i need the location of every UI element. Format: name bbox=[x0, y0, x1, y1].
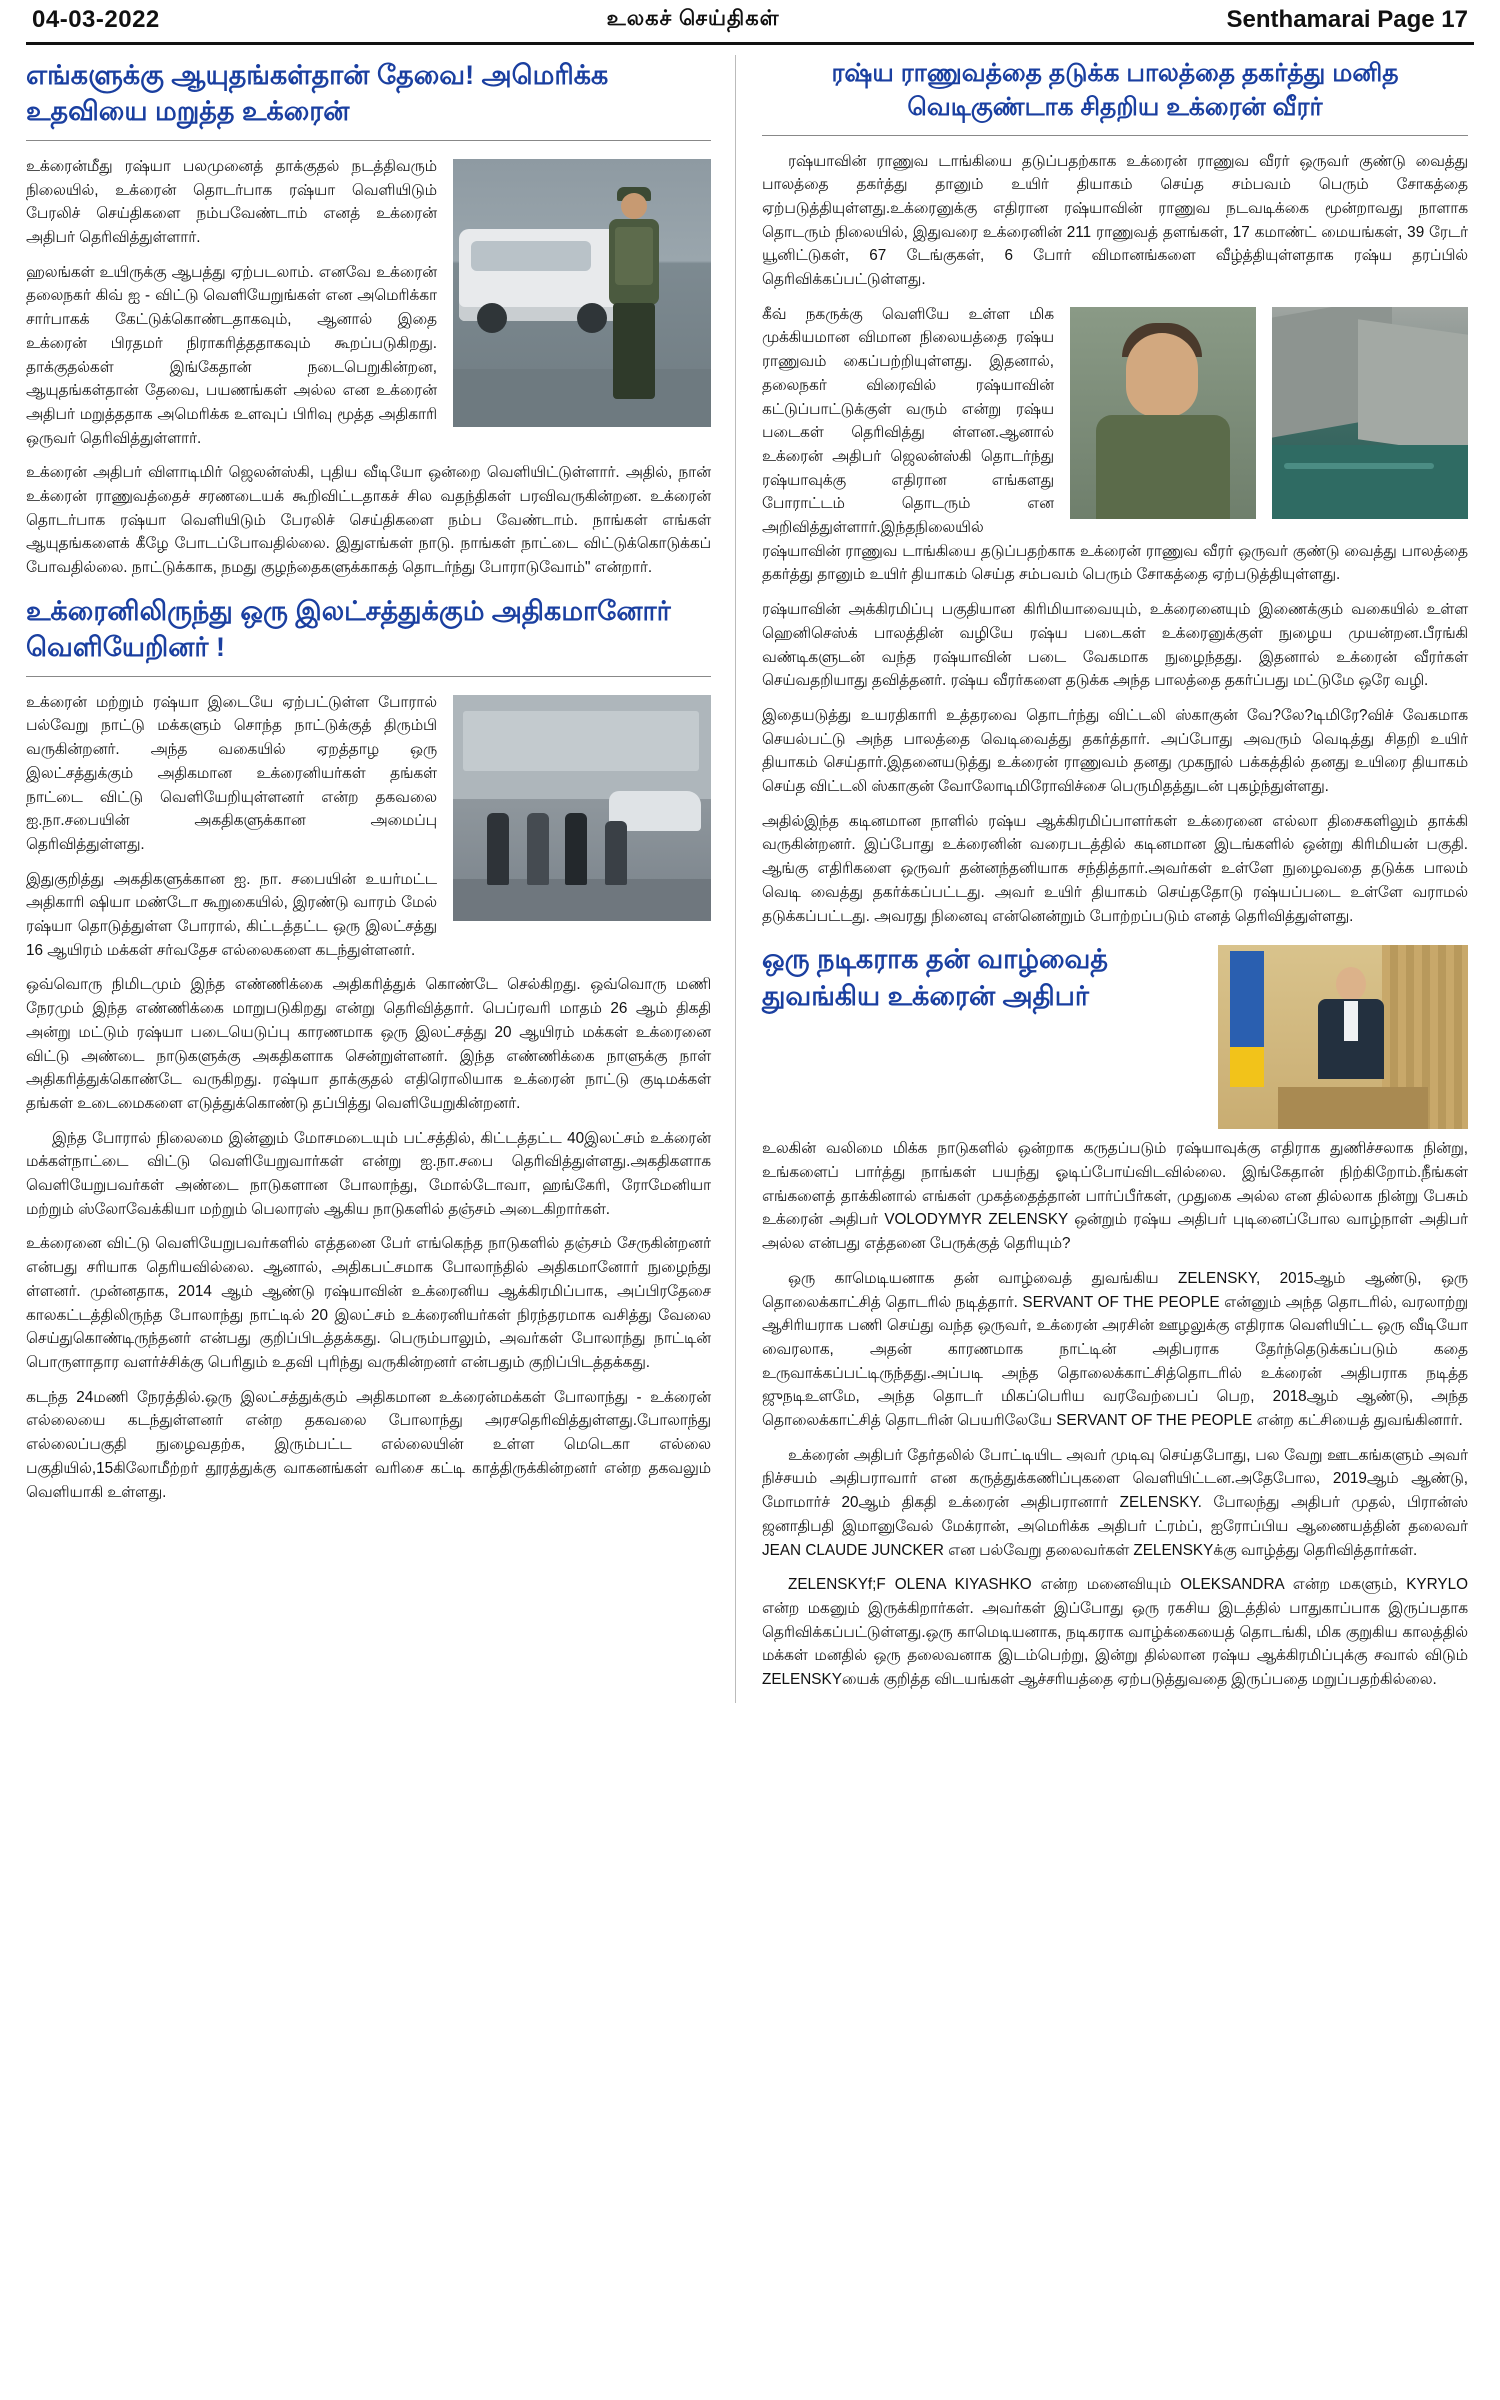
paragraph: உக்ரைன்மீது ரஷ்யா பலமுனைத் தாக்குதல் நடத்திவரும் நிலையில், உக்ரைன் தொடர்பாக ரஷ்யா வெளியிடும் பேரலிச் செய்திகளை நம்பவேண்டாம் எனத் உக்ரைன் அதிபர் தெரிவித்துள்ளார். bbox=[26, 157, 437, 246]
left-column bbox=[26, 55, 736, 1703]
right-article-2-body bbox=[762, 1137, 1468, 1691]
paragraph: உலகின் வலிமை மிக்க நாடுகளில் ஒன்றாக கருதப்படும் ரஷ்யாவுக்கு எதிராக துணிச்சலாக நின்று, உங்களைப் பார்த்து நாங்கள் பயந்து ஓடிப்போய்விடவில்லை. இங்கேதான் நிற்கிறோம்.நீங்கள் எங்களைத் தாக்கினால் எங்கள் முகத்தைத்தான் பார்ப்பீர்கள், முதுகை அல்ல என தில்லாக நின்று பேசும் உக்ரைன் அதிபர் VOLODYMYR ZELENSKY ஒன்றும் ரஷ்ய அதிபர் புடினைப்போல வாழ்நாள் அதிபர் அல்ல என்பது எத்தனை பேருக்குத் தெரியும்? bbox=[762, 1140, 1468, 1253]
paragraph: ஒவ்வொரு நிமிடமும் இந்த எண்ணிக்கை அதிகரித்துக் கொண்டே செல்கிறது. ஒவ்வொரு மணி நேரமும் இந்த எண்ணிக்கை மாறுபடுகிறது என்று தெரிவித்தார். பெப்ரவரி மாதம் 26 ஆம் திகதி அன்று மட்டும் ரஷ்யா படையெடுப்பு காரணமாக ஒரு இலட்சத்து 20 ஆயிரம் மக்கள் உக்ரைனை விட்டு அண்டை நாடுகளுக்கு அகதிகளாக சென்றுள்ளனர். இந்த எண்ணிக்கை நாளுக்கு நாள் அதிகரித்துக்கொண்டே வருகிறது. ரஷ்யா தாக்குதல் எதிரொலியாக உக்ரைன் நாட்டு குடிமக்கள் தங்கள் உடைமைகளை எடுத்துக்கொண்டு தப்பித்து வெளியேறுகின்றனர். bbox=[26, 976, 711, 1112]
paragraph: உக்ரைன் அதிபர் விளாடிமிர் ஜெலன்ஸ்கி, புதிய வீடியோ ஒன்றை வெளியிட்டுள்ளார். அதில், நான் உக்ரைன் ராணுவத்தைச் சரணடையக் கூறிவிட்டதாகச் சில வதந்திகள் பரவிவருகின்றன. உக்ரைன் தொடர்பாக ரஷ்யா வெளியிடும் பேரலிச் செய்திகளை நம்ப வேண்டாம். நாங்கள் எங்கள் ஆயுதங்களைக் கீழே போடப்போவதில்லை. இதுஎங்கள் நாடு. நாங்கள் நாட்டை விட்டுக்கொடுக்கப் போவதில்லை. நாட்டுக்காக, நமது குழந்தைகளுக்காகத் தொடர்ந்து போராடுவோம்" என்றார். bbox=[26, 464, 711, 577]
paragraph: ரஷ்யாவின் அக்கிரமிப்பு பகுதியான கிரிமியாவையும், உக்ரைனையும் இணைக்கும் வகையில் உள்ள ஹெனிசெஸ்க் பாலத்தின் வழியே ரஷ்ய படைகள் உக்ரைனுக்குள் நுழைய முயன்றன.பீரங்கி வண்டிகளுடன் வந்த ரஷ்யாவின் படை வேகமாக நுழைந்தது. இதனால் உக்ரைன் வீரர்கள் செய்வதறியாது தவித்தனர். ரஷ்ய வீரர்களை தடுக்க அந்த பாலத்தை தகர்ப்பது மட்டுமே ஒரே வழி. bbox=[762, 601, 1468, 690]
paragraph: ரஷ்யாவின் ராணுவ டாங்கியை தடுப்பதற்காக உக்ரைன் ராணுவ வீரர் ஒருவர் குண்டு வைத்து பாலத்தை தகர்த்து தானும் உயிர் தியாகம் செய்த சம்பவம் பெரும் சோகத்தை ஏற்படுத்தியுள்ளது.உக்ரைனுக்கு எதிரான ரஷ்யாவின் ராணுவ நடவடிக்கை மூன்றாவது நாளாக தொடரும் நிலையில், இதுவரை உக்ரைனின் 211 ராணுவத் தளங்கள், 17 கமாண்ட் மையங்கள், 39 ரேடர் யூனிட்டுகள், 67 டேங்குகள், 6 போர் விமானங்களை வீழ்த்தியுள்ளதாக ரஷ்ய தரப்பில் தெரிவிக்கப்பட்டுள்ளது. bbox=[762, 152, 1468, 289]
paragraph: உக்ரைனை விட்டு வெளியேறுபவர்களில் எத்தனை பேர் எங்கெந்த நாடுகளில் தஞ்சம் சேருகின்றனர் என்பது சரியாக தெரியவில்லை. ஆனால், அதிகபட்சமாக போலாந்தில் அதிகமானோர் நுழைந்து ள்ளனர். முன்னதாக, 2014 ஆம் ஆண்டு ரஷ்யாவின் உக்ரைனிய ஆக்கிரமிப்பாக, அப்பிரதேசை காலகட்டத்திலிருந்த போலாந்து நாட்டில் 20 இலட்சம் உக்ரைனியர்கள் நிரந்தரமாக வசித்து வேலை செய்துகொண்டிருந்தனர் என்பது குறிப்பிடத்தக்கது. பெரும்பாலும், அவர்கள் போலாந்து நாட்டின் பொருளாதார வளர்ச்சிக்கு பெரிதும் உதவி புரிந்து வருகின்றனர் என்பதும் குறிப்பிடத்தக்கது. bbox=[26, 1235, 711, 1371]
paragraph: உக்ரைன் அதிபர் தேர்தலில் போட்டியிட அவர் முடிவு செய்தபோது, பல வேறு ஊடகங்களும் அவர் நிச்சயம் அதிபராவார் என கருத்துக்கணிப்புகளை வெளியிட்டன.அதேபோல, 2019ஆம் ஆண்டு, மோமார்ச் 20ஆம் திகதி உக்ரைன் அதிபரானார் ZELENSKY. போலந்து அதிபர் முதல், பிரான்ஸ் ஜனாதிபதி இமானுவேல் மேக்ரான், அமெரிக்க அதிபர் ட்ரம்ப், ஐரோப்பிய ஆணையத்தின் தலைவர் JEAN CLAUDE JUNCKER என பல்வேறு தலைவர்கள் ZELENSKYக்கு வாழ்த்து தெரிவித்தார்கள். bbox=[762, 1446, 1468, 1559]
right-article-2-header bbox=[762, 941, 1468, 1137]
masthead-page-label: Senthamarai Page 17 bbox=[1226, 6, 1468, 33]
left-article-2-body bbox=[26, 691, 711, 1516]
paragraph: ஒரு காமெடியனாக தன் வாழ்வைத் துவங்கிய ZELENSKY, 2015ஆம் ஆண்டு, ஒரு தொலைக்காட்சித் தொடரில் நடித்தார். SERVANT OF THE PEOPLE என்னும் அந்த தொடரில், வரலாற்று ஆசிரியராக பணி செய்து வந்த ஒருவர், உக்ரைன் அரசின் ஊழலுக்கு எதிராக வெளியிட்ட ஒரு வீடியோ வைரலாக, அதன் காரணமாக நாட்டின் அதிபராக தேர்ந்தெடுக்கப்படும் கதை உருவாக்கப்பட்டிருந்தது.அப்படி அந்த தொலைக்காட்சித்தொடரில் உக்ரைன் அதிபராக நடித்த ஜுநடிஉளமே, அந்த தொடர் மிகப்பெரிய வரவேற்பைப் பெற, 2018ஆம் ஆண்டு, அந்த தொலைக்காட்சித் தொடரின் பெயரிலேயே SERVANT OF THE PEOPLE என்ற கட்சியைத் துவங்கினார். bbox=[762, 1269, 1468, 1430]
right-column bbox=[762, 55, 1468, 1703]
masthead-date: 04-03-2022 bbox=[32, 6, 160, 33]
paragraph: ZELENSKYf;F OLENA KIYASHKO என்ற மனைவியும் OLEKSANDRA என்ற மகளும், KYRYLO என்ற மகனும் இருக்கிறார்கள். அவர்கள் இப்போது ஒரு ரகசிய இடத்தில் பாதுகாப்பாக இருப்பதாக தெரிவிக்கப்பட்டுள்ளது.ஒரு காமெடியனாக, நடிகராக வாழ்க்கையைத் தொடங்கி, மிக குறுகிய காலத்தில் மக்கள் மனதில் ஒரு தலைவனாக இடம்பெற்று, இன்று தில்லான ரஷ்ய ஆக்கிரமிப்புக்கு சவால் விடும் ZELENSKYயைக் குறித்த விடயங்கள் ஆச்சரியத்தை ஏற்படுத்துவதை இருப்பதை மறுப்பதற்கில்லை. bbox=[762, 1576, 1468, 1689]
photo-street-people bbox=[453, 695, 711, 921]
left-article-1-headline: எங்களுக்கு ஆயுதங்கள்தான் தேவை! அமெரிக்க உதவியை மறுத்த உக்ரைன் bbox=[26, 57, 711, 141]
masthead bbox=[26, 0, 1474, 45]
left-article-2-headline: உக்ரைனிலிருந்து ஒரு இலட்சத்துக்கும் அதிகமானோர் வெளியேறினர் ! bbox=[26, 593, 711, 677]
paragraph: உக்ரைன் மற்றும் ரஷ்யா இடையே ஏற்பட்டுள்ள போரால் பல்வேறு நாட்டு மக்களும் சொந்த நாட்டுக்குத் திரும்பி வருகின்றனர். அந்த வகையில் ஏறத்தாழ ஒரு இலட்சத்துக்கும் அதிகமான உக்ரைனியர்கள் தங்கள் நாட்டை விட்டு வெளியேறியுள்ளனர் என்ற தகவலை ஐ.நா.சபையின் அகதிகளுக்கான அமைப்பு தெரிவித்துள்ளது. bbox=[26, 693, 437, 853]
right-article-1-headline: ரஷ்ய ராணுவத்தை தடுக்க பாலத்தை தகர்த்து மனித வெடிகுண்டாக சிதறிய உக்ரைன் வீரர் bbox=[762, 57, 1468, 136]
paragraph: இந்த போரால் நிலைமை இன்னும் மோசமடையும் பட்சத்தில், கிட்டத்தட்ட 40இலட்சம் உக்ரைன் மக்கள்நாட்டை விட்டு வெளியேறுவார்கள் என்று ஐ.நா.சபை தெரிவித்துள்ளது.அகதிகளாக வெளியேறுபவர்கள் அண்டை நாடுகளான போலாந்து, மோல்டோவா, ஹங்கேரி, ரோமேனியா மற்றும் ஸ்லோவேக்கியா மற்றும் பெலாரஸ் ஆகிய நாடுகளில் தஞ்சம் அடைகிறார்கள். bbox=[26, 1129, 711, 1218]
paragraph: ஹலங்கள் உயிருக்கு ஆபத்து ஏற்படலாம். எனவே உக்ரைன் தலைநகர் கிவ் ஐ - விட்டு வெளியேறுங்கள் என அமெரிக்கா சார்பாகக் கேட்டுக்கொண்டதாகவும், ஆனால் இதை உக்ரைன் பிரதமர் நிராகரித்ததாகவும் கூறப்படுகிறது. தாக்குதல்கள் இங்கேதான் நடைபெறுகின்றன, ஆயுதங்கள்தான் தேவை, பயணங்கள் அல்ல என உக்ரைன் அதிபர் மறுத்ததாக அமெரிக்க உளவுப் பிரிவு மூத்த அதிகாரி ஒருவர் தெரிவித்துள்ளார். bbox=[26, 263, 437, 447]
paragraph: கடந்த 24மணி நேரத்தில்.ஒரு இலட்சத்துக்கும் அதிகமான உக்ரைன்மக்கள் போலாந்து - உக்ரைன் எல்லையை கடந்துள்ளனர் என்ற தகவலை போலாந்து அரசதெரிவித்துள்ளது.போலாந்து எல்லைப்பகுதி நுழைவதற்க, இரும்பட்ட எல்லையின் உள்ள மெடெகா எல்லை பகுதியில்,15கிலோமீற்றர் தூரத்துக்கு வாகனங்கள் வரிசை கட்டி காத்திருக்கின்றனர் என்ற தகவலும் வெளியாகி உள்ளது. bbox=[26, 1388, 711, 1501]
photo-destroyed-bridge bbox=[1272, 307, 1468, 519]
paragraph: கீவ் நகருக்கு வெளியே உள்ள மிக முக்கியமான விமான நிலையத்தை ரஷ்ய ராணுவம் கைப்பற்றியுள்ளது. இதனால், தலைநகர் விரைவில் ரஷ்யாவின் கட்டுப்பாட்டுக்குள் வரும் என்று ரஷ்ய படைகள் தெரிவித்து ள்ளன.ஆனால் உக்ரைன் அதிபர் ஜெலன்ஸ்கி தொடர்ந்து ரஷ்யாவுக்கு எதிரான எங்களது போராட்டம் தொடரும் என அறிவித்துள்ளார்.இந்தநிலையில் ரஷ்யாவின் ராணுவ டாங்கியை தடுப்பதற்காக உக்ரைன் ராணுவ வீரர் ஒருவர் குண்டு வைத்து பாலத்தை தகர்த்து தானும் உயிர் தியாகம் செய்த சம்பவம் பெரும் சோகத்தை ஏற்படுத்தியுள்ளது. bbox=[762, 305, 1468, 584]
paragraph: இதையடுத்து உயரதிகாரி உத்தரவை தொடர்ந்து விட்டலி ஸ்காகுன் வே?லே?டிமிரே?விச் வேகமாக செயல்பட்டு அந்த பாலத்தை வெடிவைத்து தகர்த்தார். அப்போது அவரும் வெடித்து சிதறி உயிர் தியாகம் செய்தார்.இதனையடுத்து உக்ரைன் ராணுவம் தனது முகநூல் பக்கத்தில் தனது உயிரை தியாகம் செய்த விட்டலி ஸ்காகுன் வோலோடிமிரோவிச்சை பெருமிதத்துடன் புகழ்ந்துள்ளது. bbox=[762, 706, 1468, 796]
paragraph: அதில்இந்த கடினமான நாளில் ரஷ்ய ஆக்கிரமிப்பாளர்கள் உக்ரைனை எல்லா திசைகளிலும் தாக்கி வருகின்றனர். இப்போது உக்ரைனின் வரைபடத்தில் கடினமான இடங்களில் ஒன்று கிரிமியன் பகுதி. ஆங்கு எதிரிகளை ஒருவர் தன்னந்தனியாக சந்தித்தார்.அவர்கள் உள்ளே நுழைவதை தடுக்க பாலம் வெடி வைத்து தகர்க்கப்பட்டது. அவர் உயிர் தியாகம் செய்ததோடு ரஷ்யப்படை உள்ளே வராமல் தடுக்கப்பட்டது. அவரது நினைவு என்னென்றும் போற்றப்படும் எனத் தெரிவித்துள்ளது. bbox=[762, 812, 1468, 925]
page-columns bbox=[26, 55, 1474, 1703]
photo-soldier-portrait bbox=[1070, 307, 1256, 519]
masthead-section-title: உலகச் செய்திகள் bbox=[606, 7, 780, 30]
photo-president-podium bbox=[1218, 945, 1468, 1129]
paragraph: இதுகுறித்து அகதிகளுக்கான ஐ. நா. சபையின் உயர்மட்ட அதிகாரி ஷியா மண்டோ கூறுகையில், இரண்டு வாரம் மேல் ரஷ்யா தொடுத்துள்ள போரால், கிட்டத்தட்ட ஒரு இலட்சத்து 16 ஆயிரம் மக்கள் சர்வதேச எல்லைகளை கடந்துள்ளனர். bbox=[26, 870, 437, 959]
photo-soldier-with-truck bbox=[453, 159, 711, 427]
left-article-1-body bbox=[26, 155, 711, 591]
right-article-2-headline: ஒரு நடிகராக தன் வாழ்வைத் துவங்கிய உக்ரைன் அதிபர் bbox=[762, 944, 1108, 1011]
right-article-1-body bbox=[762, 150, 1468, 940]
